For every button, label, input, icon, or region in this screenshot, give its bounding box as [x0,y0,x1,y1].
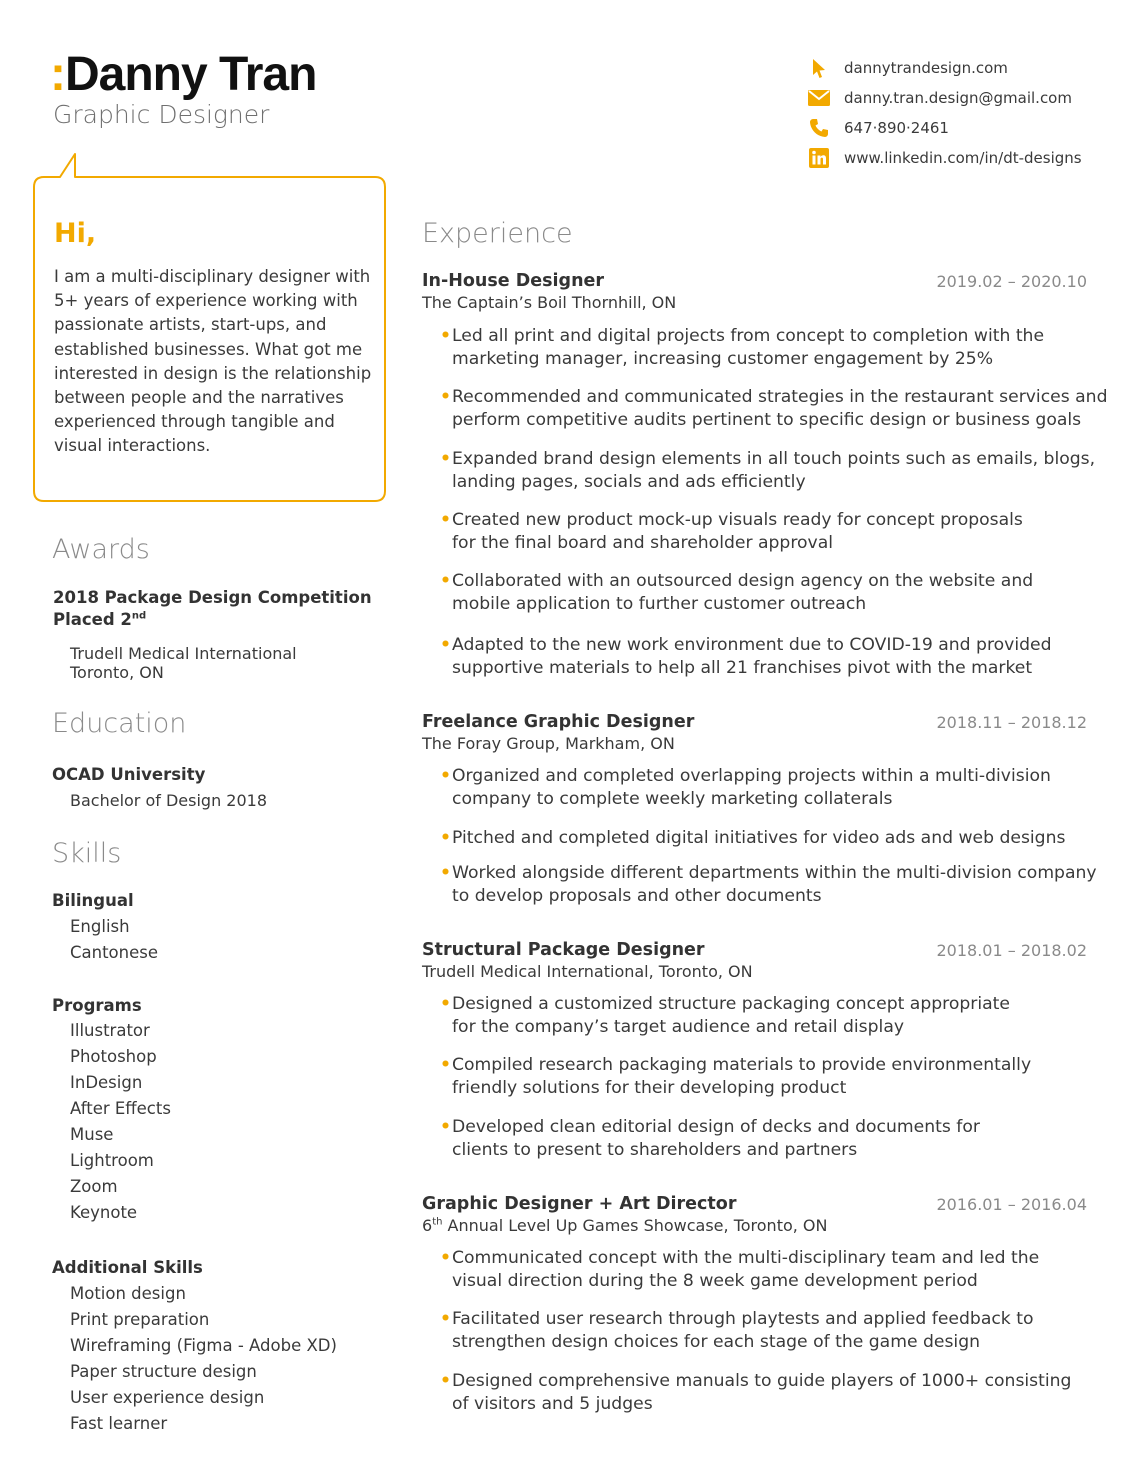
accent-colon: : [50,48,65,101]
skill-list-bilingual [70,914,158,966]
job-title: In-House Designer [422,271,605,291]
skill-item: Muse [70,1125,114,1144]
job-title: Structural Package Designer [422,940,705,960]
education-title: Education [52,708,187,739]
job-company: The Foray Group, Markham, ON [422,734,675,753]
skill-item: InDesign [70,1073,143,1092]
job-bullet: • Adapted to the new work environment due to COVID-19 and provided supportive materials to help all 21 franchises pivot with the market [440,635,1052,678]
bullet-dot-icon: • [440,994,451,1014]
bullet-dot-icon: • [440,1248,451,1268]
job-bullet: • Developed clean editorial design of decks and documents for clients to present to shareholders and partners [440,1117,980,1160]
bullet-dot-icon: • [440,387,451,407]
skill-item: After Effects [70,1099,171,1118]
award-place-superscript: nd [131,610,147,622]
website-text: dannytrandesign.com [844,59,1008,77]
award-heading-line1: 2018 Package Design Competition [53,588,372,607]
phone-text: 647·890·2461 [844,119,949,137]
bullet-dot-icon: • [440,510,451,530]
degree: Bachelor of Design 2018 [70,791,268,810]
job-company: Trudell Medical International, Toronto, ON [422,962,753,981]
bullet-dot-icon: • [440,1309,451,1329]
skill-group-additional: Additional Skills [52,1258,203,1277]
skill-item: Photoshop [70,1047,157,1066]
job-bullet: • Recommended and communicated strategies in the restaurant services and perform competitive audits pertinent to specific design or business goals [440,387,1108,430]
job-bullet: • Pitched and completed digital initiatives for video ads and web designs [440,828,1066,848]
skill-item: Paper structure design [70,1362,257,1381]
awards-title: Awards [52,534,150,565]
skill-list-additional [70,1281,337,1437]
job-company: The Captain’s Boil Thornhill, ON [422,293,677,312]
job-bullet: • Designed a customized structure packaging concept appropriate for the company’s target audience and retail display [440,994,1010,1037]
skills-title: Skills [52,838,122,869]
header [50,48,316,129]
skill-item: User experience design [70,1388,265,1407]
skill-item: Lightroom [70,1151,154,1170]
bullet-dot-icon: • [440,635,451,655]
contact-phone[interactable] [808,113,1082,143]
skill-list-programs [70,1018,171,1226]
ordinal-superscript: th [432,1216,443,1228]
job-bullet: • Facilitated user research through playtests and applied feedback to strengthen design choices for each stage of the game design [440,1309,1034,1352]
bullet-dot-icon: • [440,326,451,346]
skill-group-bilingual: Bilingual [52,891,134,910]
bullet-dot-icon: • [440,766,451,786]
experience-title: Experience [422,218,573,249]
intro-text: I am a multi-disciplinary designer with 5+ years of experience working with passionate artists, start-ups, and established businesses. What got me interested in design is the relationship between people and the narratives experienced through tangible and visual interactions. [54,267,372,456]
skill-item: Keynote [70,1203,138,1222]
bullet-dot-icon: • [440,449,451,469]
bullet-dot-icon: • [440,571,451,591]
skill-item: English [70,917,130,936]
job-title: Freelance Graphic Designer [422,712,695,732]
skill-group-programs: Programs [52,996,142,1015]
contact-email[interactable] [808,83,1082,113]
job-bullet: • Designed comprehensive manuals to guide players of 1000+ consisting of visitors and 5 judges [440,1371,1072,1414]
job-bullet: • Expanded brand design elements in all touch points such as emails, blogs, landing pages, socials and ads efficiently [440,449,1096,492]
skill-item: Wireframing (Figma - Adobe XD) [70,1336,337,1355]
bullet-dot-icon: • [440,1371,451,1391]
job-title: Graphic Designer + Art Director [422,1194,737,1214]
skill-item: Fast learner [70,1414,168,1433]
job-dates: 2019.02 – 2020.10 [936,272,1087,291]
bullet-dot-icon: • [440,863,451,883]
award-location: Toronto, ON [70,663,164,682]
job-bullet: • Worked alongside different departments within the multi-division company to develop proposals and other documents [440,863,1097,906]
job-bullet: • Led all print and digital projects from concept to completion with the marketing manager, increasing customer engagement by 25% [440,326,1045,369]
award-heading-line2: Placed 2nd [53,610,147,629]
award-org: Trudell Medical International [70,644,297,663]
cursor-icon [808,57,830,79]
linkedin-icon [808,147,830,169]
greeting: Hi, [54,218,97,249]
job-dates: 2018.11 – 2018.12 [936,713,1087,732]
skill-item: Print preparation [70,1310,210,1329]
name-text: Danny Tran [64,48,317,101]
phone-icon [808,117,830,139]
contact-linkedin[interactable] [808,143,1082,173]
bullet-dot-icon: • [440,1055,451,1075]
skill-item: Zoom [70,1177,118,1196]
job-dates: 2018.01 – 2018.02 [936,941,1087,960]
skill-item: Illustrator [70,1021,150,1040]
bullet-dot-icon: • [440,828,451,848]
job-company: 6th Annual Level Up Games Showcase, Toronto, ON [422,1216,828,1235]
job-bullet: • Communicated concept with the multi-disciplinary team and led the visual direction during the 8 week game development period [440,1248,1040,1291]
role-subtitle: Graphic Designer [53,100,270,129]
linkedin-text: www.linkedin.com/in/dt-designs [844,149,1082,167]
contact-website[interactable] [808,53,1082,83]
name-heading [50,48,316,102]
bullet-dot-icon: • [440,1117,451,1137]
contact-list [808,53,1082,173]
school-name: OCAD University [52,765,206,784]
skill-item: Cantonese [70,943,159,962]
job-bullet: • Collaborated with an outsourced design agency on the website and mobile application to further customer outreach [440,571,1034,614]
skill-item: Motion design [70,1284,186,1303]
job-bullet: • Organized and completed overlapping projects within a multi-division company to complete weekly marketing collaterals [440,766,1051,809]
job-bullet: • Compiled research packaging materials to provide environmentally friendly solutions for their developing product [440,1055,1032,1098]
job-dates: 2016.01 – 2016.04 [936,1195,1087,1214]
email-text: danny.tran.design@gmail.com [844,89,1072,107]
mail-icon [808,87,830,109]
job-bullet: • Created new product mock-up visuals ready for concept proposals for the final board and shareholder approval [440,510,1023,553]
